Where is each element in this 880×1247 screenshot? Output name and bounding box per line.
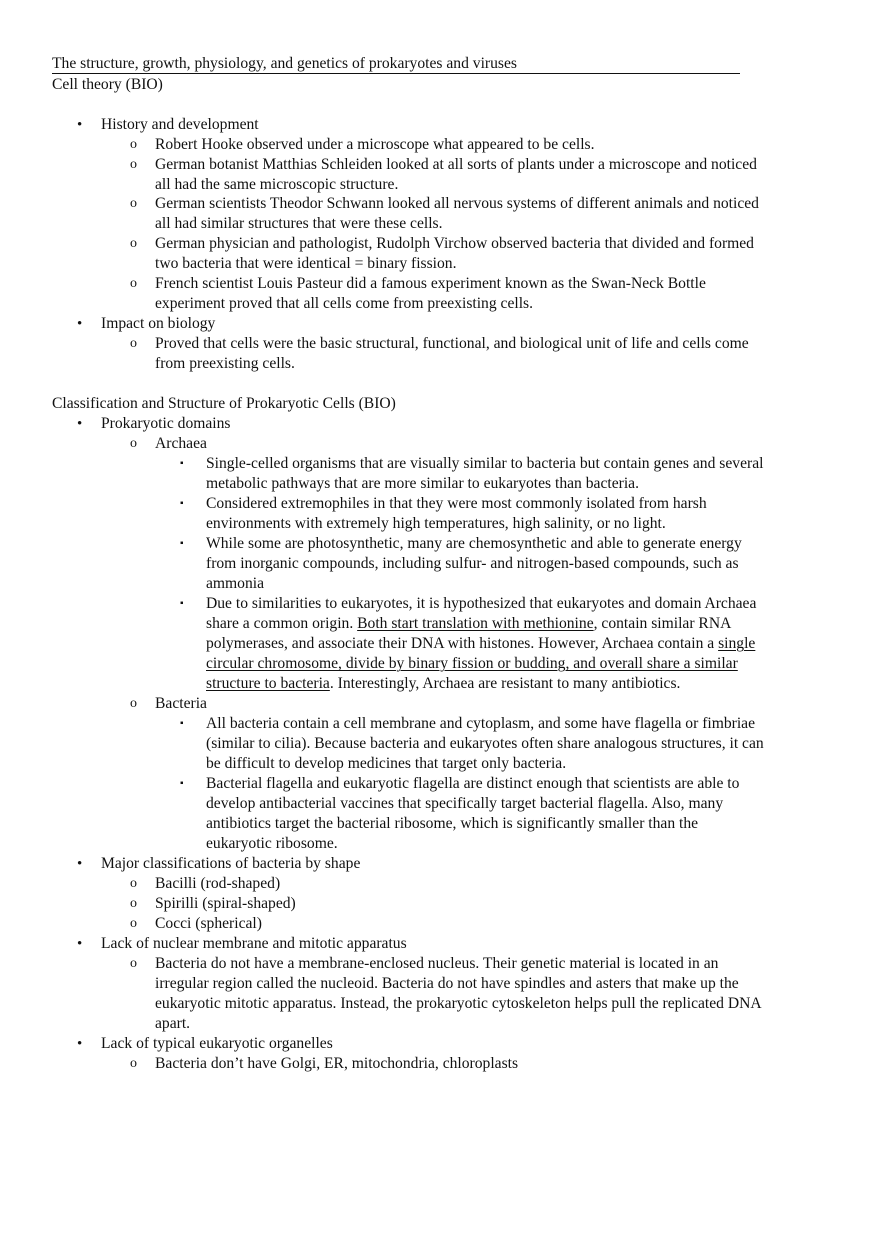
square-bullet-marker: ▪ (180, 718, 184, 729)
sub-item-schwann: o German scientists Theodor Schwann looked all nervous systems of different animals and noticed all had similar structures that were these cells. (130, 195, 759, 232)
bullet-marker: • (77, 416, 83, 432)
sub-bullet-marker: o (130, 956, 137, 971)
sub-item-nucleoid: o Bacteria do not have a membrane-enclosed nucleus. Their genetic material is located in an irregular region called the nucleoid. Bacteria do not have spindles and asters that make up the eukaryotic mitotic apparatus. Instead, the prokaryotic cytoskeleton helps pull the replicated DNA apart. (130, 955, 762, 1032)
sub-item-robert-hooke: o Robert Hooke observed under a microscope what appeared to be cells. (130, 136, 595, 153)
sub-item-schleiden: o German botanist Matthias Schleiden looked at all sorts of plants under a microscope and noticed all had the same microscopic structure. (130, 156, 757, 193)
sub-item-bacilli: o Bacilli (rod-shaped) (130, 875, 281, 892)
sub-bullet-marker: o (130, 1056, 137, 1071)
sub-bullet-marker: o (130, 157, 137, 172)
square-bullet-marker: ▪ (180, 778, 184, 789)
sub-bullet-marker: o (130, 137, 137, 152)
archaea-point-common-origin: ▪ Due to similarities to eukaryotes, it is hypothesized that eukaryotes and domain Archaea share a common origin. Both start translation with methionine, contain similar RNA polymerases, and associate their DNA with histones. However, Archaea contain a single circular chromosome, divide by binary fission or budding, and overall share a similar structure to bacteria. Interestingly, Archaea are resistant to many antibiotics. (180, 595, 757, 692)
sub-item-archaea: o Archaea (130, 435, 207, 452)
bullet-marker: • (77, 1036, 83, 1052)
sub-bullet-marker: o (130, 436, 137, 451)
document-title: The structure, growth, physiology, and genetics of prokaryotes and viruses (52, 55, 740, 74)
sub-item-no-golgi: o Bacteria don’t have Golgi, ER, mitochondria, chloroplasts (130, 1055, 519, 1072)
sub-bullet-marker: o (130, 916, 137, 931)
archaea-point-extremophiles: ▪ Considered extremophiles in that they were most commonly isolated from harsh environments with extremely high temperatures, high salinity, or no light. (180, 495, 707, 532)
sub-item-pasteur: o French scientist Louis Pasteur did a famous experiment known as the Swan-Neck Bottle experiment proved that all cells come from preexisting cells. (130, 275, 706, 312)
bullet-impact-on-biology: • Impact on biology (77, 315, 216, 332)
square-bullet-marker: ▪ (180, 458, 184, 469)
archaea-point-chemosynthetic: ▪ While some are photosynthetic, many are chemosynthetic and able to generate energy from inorganic compounds, including sulfur- and nitrogen-based compounds, such as ammonia (180, 535, 742, 592)
bullet-marker: • (77, 316, 83, 332)
bullet-history-and-development: • History and development (77, 116, 259, 133)
square-bullet-marker: ▪ (180, 498, 184, 509)
bullet-lack-organelles: • Lack of typical eukaryotic organelles (77, 1035, 333, 1052)
bullet-lack-nuclear-membrane: • Lack of nuclear membrane and mitotic apparatus (77, 935, 407, 952)
section-heading-prokaryotic-cells: Classification and Structure of Prokaryotic Cells (BIO) (52, 395, 396, 412)
bullet-marker: • (77, 936, 83, 952)
underlined-phrase: circular chromosome, divide by binary fission or budding, and overall share a similar (206, 655, 738, 672)
bacteria-point-membrane-cytoplasm: ▪ All bacteria contain a cell membrane and cytoplasm, and some have flagella or fimbriae (similar to cilia). Because bacteria and eukaryotes often share analogous structures, it can be difficult to develop medicines that target only bacteria. (180, 715, 764, 772)
bullet-prokaryotic-domains: • Prokaryotic domains (77, 415, 231, 432)
sub-item-cells-basic-unit: o Proved that cells were the basic structural, functional, and biological unit of life and cells come from preexisting cells. (130, 335, 749, 372)
sub-bullet-marker: o (130, 196, 137, 211)
underlined-phrase: single (718, 635, 756, 652)
sub-bullet-marker: o (130, 896, 137, 911)
sub-bullet-marker: o (130, 236, 137, 251)
sub-bullet-marker: o (130, 336, 137, 351)
sub-item-cocci: o Cocci (spherical) (130, 915, 262, 932)
sub-bullet-marker: o (130, 276, 137, 291)
sub-bullet-marker: o (130, 876, 137, 891)
square-bullet-marker: ▪ (180, 538, 184, 549)
sub-item-bacteria: o Bacteria (130, 695, 207, 712)
section-heading-cell-theory: Cell theory (BIO) (52, 76, 163, 93)
underlined-phrase: Both start translation with methionine (357, 615, 594, 632)
bullet-marker: • (77, 117, 83, 133)
underlined-phrase: structure to bacteria (206, 675, 330, 692)
bullet-marker: • (77, 856, 83, 872)
sub-bullet-marker: o (130, 696, 137, 711)
sub-item-spirilli: o Spirilli (spiral-shaped) (130, 895, 296, 912)
archaea-point-single-celled: ▪ Single-celled organisms that are visually similar to bacteria but contain genes and several metabolic pathways that are more similar to eukaryotes than bacteria. (180, 455, 764, 492)
bacteria-point-flagella: ▪ Bacterial flagella and eukaryotic flagella are distinct enough that scientists are able to develop antibacterial vaccines that specifically target bacterial flagella. Also, many antibiotics target the bacterial ribosome, which is significantly smaller than the eukaryotic ribosome. (180, 775, 740, 852)
bullet-classifications-by-shape: • Major classifications of bacteria by shape (77, 855, 361, 872)
square-bullet-marker: ▪ (180, 598, 184, 609)
sub-item-virchow: o German physician and pathologist, Rudolph Virchow observed bacteria that divided and formed two bacteria that were identical = binary fission. (130, 235, 754, 272)
